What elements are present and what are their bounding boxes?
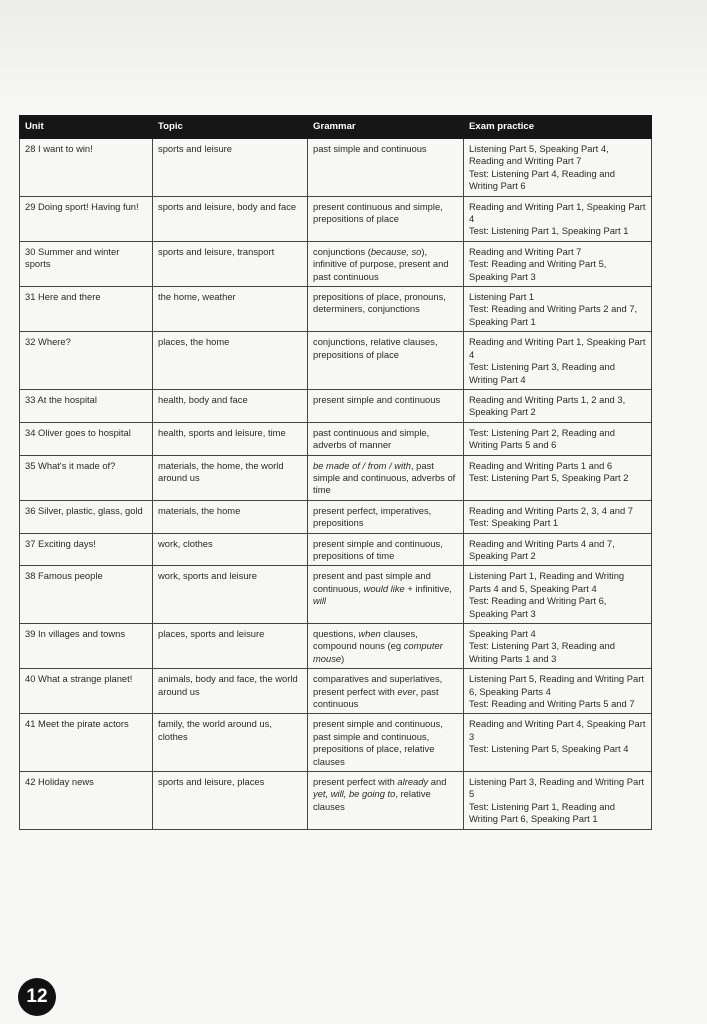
grammar-fragment: will — [313, 595, 327, 607]
exam-practice-line: Listening Part 1, Reading and Writing Parts 4 and 5, Speaking Part 4 — [469, 570, 625, 594]
table-row — [20, 389, 652, 422]
grammar-fragment: present perfect with — [313, 776, 398, 788]
unit-cell: 35 What's it made of? — [20, 455, 153, 500]
table-row — [20, 455, 652, 500]
exam-practice-line: Reading and Writing Parts 2, 3, 4 and 7 — [469, 504, 633, 516]
table-row — [20, 624, 652, 669]
exam-practice-cell — [464, 139, 652, 197]
grammar-fragment: already — [397, 776, 429, 788]
exam-practice-cell — [464, 533, 652, 566]
unit-cell: 40 What a strange planet! — [20, 669, 153, 714]
unit-cell: 33 At the hospital — [20, 389, 153, 422]
grammar-fragment: , relative clauses — [313, 788, 431, 812]
topic-cell: sports and leisure, transport — [153, 241, 308, 286]
exam-practice-line: Test: Listening Part 5, Speaking Part 4 — [469, 743, 629, 755]
exam-practice-line: Speaking Part 4 — [469, 628, 536, 639]
page-number-badge: 12 — [18, 978, 56, 1016]
unit-cell: 41 Meet the pirate actors — [20, 714, 153, 772]
grammar-cell — [308, 624, 464, 669]
grammar-fragment: comparatives and superlatives, present perfect with — [313, 673, 443, 697]
header-exam-practice: Exam practice — [464, 116, 652, 139]
exam-practice-cell — [464, 566, 652, 624]
table-row — [20, 566, 652, 624]
grammar-fragment: ), infinitive of purpose, present and past continuous — [313, 245, 449, 282]
exam-practice-line: Listening Part 5, Speaking Part 4, Reading and Writing Part 7 — [469, 143, 609, 167]
grammar-cell: present perfect, imperatives, prepositions — [308, 500, 464, 533]
exam-practice-cell — [464, 241, 652, 286]
unit-cell: 42 Holiday news — [20, 772, 153, 830]
topic-cell: the home, weather — [153, 287, 308, 332]
grammar-fragment: be made of / from / with — [313, 459, 411, 471]
grammar-fragment: present and past simple and continuous, — [313, 570, 431, 594]
exam-practice-line: Test: Speaking Part 1 — [469, 517, 559, 529]
exam-practice-line: Test: Listening Part 5, Speaking Part 2 — [469, 471, 629, 483]
topic-cell: animals, body and face, the world around us — [153, 669, 308, 714]
grammar-fragment: + infinitive, — [404, 582, 452, 594]
exam-practice-cell — [464, 389, 652, 422]
exam-practice-cell — [464, 772, 652, 830]
table-row — [20, 196, 652, 241]
grammar-cell: present simple and continuous, past simple and continuous, prepositions of place, relative clauses — [308, 714, 464, 772]
exam-practice-line: Test: Listening Part 2, Reading and Writing Parts 5 and 6 — [469, 426, 615, 451]
topic-cell: sports and leisure, places — [153, 772, 308, 830]
table-row — [20, 332, 652, 390]
grammar-cell: prepositions of place, pronouns, determiners, conjunctions — [308, 287, 464, 332]
header-row — [20, 116, 652, 139]
grammar-fragment: and — [428, 776, 447, 788]
exam-practice-line: Reading and Writing Parts 1 and 6 — [469, 459, 613, 471]
topic-cell: work, sports and leisure — [153, 566, 308, 624]
exam-practice-line: Test: Reading and Writing Part 6, Speaking Part 3 — [469, 595, 607, 619]
grammar-cell — [308, 455, 464, 500]
grammar-cell: present continuous and simple, prepositions of place — [308, 196, 464, 241]
exam-practice-cell — [464, 669, 652, 714]
exam-practice-line: Test: Listening Part 3, Reading and Writing Part 4 — [469, 361, 615, 385]
grammar-cell — [308, 772, 464, 830]
exam-practice-cell — [464, 332, 652, 390]
exam-practice-line: Listening Part 5, Reading and Writing Part 6, Speaking Parts 4 — [469, 673, 644, 697]
exam-practice-cell — [464, 196, 652, 241]
table-row — [20, 772, 652, 830]
table-row — [20, 139, 652, 197]
unit-cell: 28 I want to win! — [20, 139, 153, 197]
unit-cell: 34 Oliver goes to hospital — [20, 422, 153, 455]
exam-practice-line: Test: Listening Part 1, Speaking Part 1 — [469, 225, 629, 237]
header-unit: Unit — [20, 116, 153, 139]
grammar-cell — [308, 241, 464, 286]
exam-practice-line: Test: Listening Part 3, Reading and Writing Parts 1 and 3 — [469, 640, 615, 664]
topic-cell: places, the home — [153, 332, 308, 390]
grammar-cell: present simple and continuous, prepositions of time — [308, 533, 464, 566]
table-row — [20, 287, 652, 332]
topic-cell: places, sports and leisure — [153, 624, 308, 669]
exam-practice-line: Test: Reading and Writing Parts 2 and 7, Speaking Part 1 — [469, 303, 638, 327]
grammar-cell: conjunctions, relative clauses, prepositions of place — [308, 332, 464, 390]
grammar-fragment: would like — [363, 582, 405, 594]
exam-practice-cell — [464, 422, 652, 455]
topic-cell: materials, the home — [153, 500, 308, 533]
exam-practice-line: Listening Part 1 — [469, 291, 535, 303]
grammar-fragment: ) — [341, 652, 345, 664]
topic-cell: family, the world around us, clothes — [153, 714, 308, 772]
unit-cell: 37 Exciting days! — [20, 533, 153, 566]
unit-cell: 31 Here and there — [20, 287, 153, 332]
grammar-fragment: questions, — [313, 628, 359, 639]
unit-cell: 30 Summer and winter sports — [20, 241, 153, 286]
exam-practice-cell — [464, 624, 652, 669]
exam-practice-line: Test: Reading and Writing Part 5, Speaking Part 3 — [469, 258, 607, 282]
units-table — [19, 115, 652, 830]
grammar-cell — [308, 669, 464, 714]
exam-practice-cell — [464, 500, 652, 533]
exam-practice-line: Reading and Writing Part 7 — [469, 245, 582, 257]
grammar-fragment: ever — [397, 685, 416, 697]
table-row — [20, 714, 652, 772]
unit-cell: 32 Where? — [20, 332, 153, 390]
unit-cell: 39 In villages and towns — [20, 624, 153, 669]
grammar-fragment: conjunctions ( — [313, 245, 371, 257]
table-row — [20, 533, 652, 566]
exam-practice-line: Reading and Writing Part 1, Speaking Part 4 — [469, 336, 646, 360]
header-grammar: Grammar — [308, 116, 464, 139]
grammar-cell: past simple and continuous — [308, 139, 464, 197]
exam-practice-line: Reading and Writing Part 4, Speaking Part 3 — [469, 718, 646, 742]
unit-cell: 38 Famous people — [20, 566, 153, 624]
top-shade — [0, 0, 707, 110]
grammar-fragment: because, so — [370, 245, 422, 257]
grammar-fragment: computer mouse — [313, 640, 443, 664]
topic-cell: health, body and face — [153, 389, 308, 422]
exam-practice-line: Test: Listening Part 4, Reading and Writing Part 6 — [469, 167, 615, 192]
grammar-cell — [308, 566, 464, 624]
grammar-fragment: , past simple and continuous, adverbs of time — [313, 459, 456, 496]
exam-practice-cell — [464, 714, 652, 772]
topic-cell: materials, the home, the world around us — [153, 455, 308, 500]
exam-practice-line: Test: Listening Part 1, Reading and Writing Part 6, Speaking Part 1 — [469, 800, 615, 825]
exam-practice-cell — [464, 287, 652, 332]
grammar-fragment: clauses, compound nouns (eg — [313, 628, 418, 652]
exam-practice-line: Reading and Writing Parts 1, 2 and 3, Speaking Part 2 — [469, 393, 626, 418]
exam-practice-line: Listening Part 3, Reading and Writing Part 5 — [469, 776, 644, 800]
table-row — [20, 500, 652, 533]
grammar-fragment: when — [358, 628, 381, 639]
exam-practice-line: Reading and Writing Part 1, Speaking Part 4 — [469, 200, 646, 225]
topic-cell: sports and leisure, body and face — [153, 196, 308, 241]
header-topic: Topic — [153, 116, 308, 139]
table-row — [20, 422, 652, 455]
table-row — [20, 241, 652, 286]
table-row — [20, 669, 652, 714]
exam-practice-line: Reading and Writing Parts 4 and 7, Speaking Part 2 — [469, 537, 615, 561]
table-body — [20, 139, 652, 830]
grammar-cell: past continuous and simple, adverbs of manner — [308, 422, 464, 455]
exam-practice-line: Test: Reading and Writing Parts 5 and 7 — [469, 698, 635, 710]
unit-cell: 29 Doing sport! Having fun! — [20, 196, 153, 241]
topic-cell: work, clothes — [153, 533, 308, 566]
grammar-fragment: , past continuous — [313, 685, 439, 710]
grammar-fragment: yet, will, be going to — [313, 788, 396, 800]
grammar-cell: present simple and continuous — [308, 389, 464, 422]
topic-cell: health, sports and leisure, time — [153, 422, 308, 455]
exam-practice-cell — [464, 455, 652, 500]
topic-cell: sports and leisure — [153, 139, 308, 197]
unit-cell: 36 Silver, plastic, glass, gold — [20, 500, 153, 533]
